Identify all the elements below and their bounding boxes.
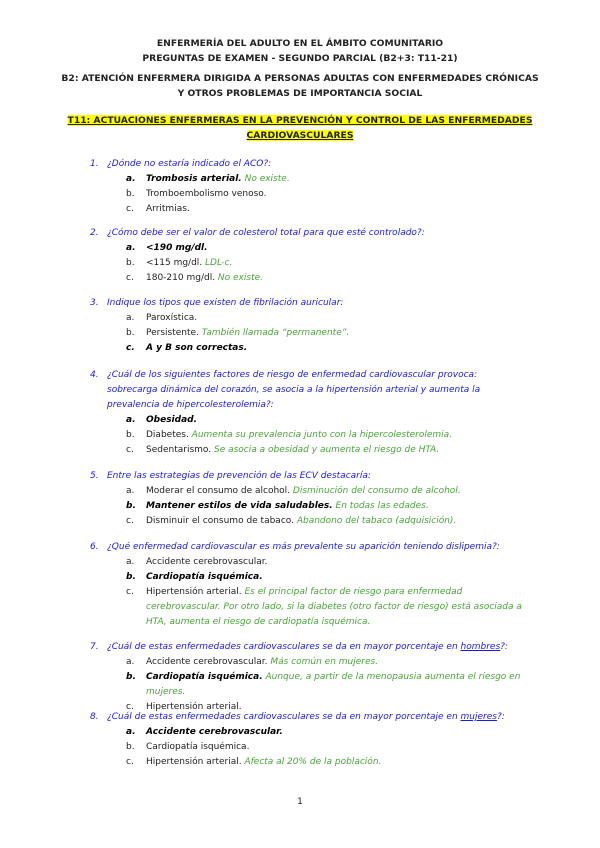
- question-7: [90, 640, 530, 715]
- option-letter: a.: [126, 174, 136, 184]
- topic-title: [60, 113, 540, 143]
- question-text-emphasis: mujeres: [460, 712, 497, 722]
- option-note: No existe.: [215, 273, 264, 283]
- option-letter: b.: [126, 258, 135, 268]
- option-letter: b.: [126, 501, 136, 511]
- option-text: Diabetes.: [146, 430, 189, 440]
- option-letter: b.: [126, 430, 135, 440]
- option-c: [126, 202, 530, 217]
- option-letter: c.: [126, 702, 134, 712]
- option-letter: c.: [126, 587, 134, 597]
- option-text: Hipertensión arterial.: [146, 757, 242, 767]
- question-text-part: ¿Cuál de estas enfermedades cardiovasculares se da en mayor porcentaje en: [107, 712, 461, 722]
- option-note: Afecta al 20% de la población.: [241, 757, 382, 767]
- option-text: Paroxística.: [146, 313, 198, 323]
- option-note: En todas las edades.: [332, 501, 429, 511]
- option-b: [126, 326, 530, 341]
- option-letter: c.: [126, 204, 134, 214]
- page-number: 1: [297, 797, 303, 807]
- option-b: [126, 670, 530, 700]
- option-letter: c.: [126, 343, 135, 353]
- option-text: Moderar el consumo de alcohol.: [146, 486, 291, 496]
- option-note: También llamada “permanente”.: [198, 328, 350, 338]
- option-letter: a.: [126, 657, 135, 667]
- option-text: Accidente cerebrovascular.: [146, 727, 283, 737]
- option-a: [126, 655, 530, 670]
- question-text: Entre las estrategias de prevención de las ECV destacaría:: [107, 471, 371, 481]
- option-note: Se asocia a obesidad y aumenta el riesgo de HTA.: [211, 445, 440, 455]
- question-text: ¿Qué enfermedad cardiovascular es más prevalente su aparición teniendo dislipemia?:: [107, 542, 500, 552]
- option-letter: c.: [126, 445, 134, 455]
- option-a: [126, 241, 530, 256]
- question-8: [90, 710, 530, 770]
- option-letter: a.: [126, 557, 135, 567]
- option-text: Disminuir el consumo de tabaco.: [146, 516, 294, 526]
- option-letter: c.: [126, 516, 134, 526]
- question-text: ¿Cuál de los siguientes factores de riesgo de enfermedad cardiovascular provoca: sobrecarga dinámica del corazón, se asocia a la hipertensión arterial y aumenta la prevalencia de hipercolesterolemia?:: [107, 370, 481, 410]
- option-text: Cardiopatía isquémica.: [146, 572, 263, 582]
- option-a: [126, 555, 530, 570]
- option-text: Accidente cerebrovascular.: [146, 557, 268, 567]
- option-letter: a.: [126, 415, 136, 425]
- topic-title-text: T11: ACTUACIONES ENFERMERAS EN LA PREVENCIÓN Y CONTROL DE LAS ENFERMEDADES CARDIOVASCULARES: [67, 115, 533, 141]
- question-number: 2.: [90, 228, 99, 238]
- question-text: ¿Dónde no estaría indicado el ACO?:: [107, 159, 272, 169]
- option-text: Mantener estilos de vida saludables.: [146, 501, 333, 511]
- question-text-part: ?:: [496, 712, 505, 722]
- question-2: [90, 226, 530, 286]
- option-b: [126, 428, 530, 443]
- option-letter: b.: [126, 672, 136, 682]
- block-title: B2: ATENCIÓN ENFERMERA DIRIGIDA A PERSONAS ADULTAS CON ENFERMEDADES CRÓNICAS Y OTROS PROBLEMAS DE IMPORTANCIA SOCIAL: [61, 73, 539, 99]
- question-6: [90, 540, 530, 630]
- option-c: [126, 271, 530, 286]
- question-4: [90, 368, 530, 458]
- option-b: [126, 570, 530, 585]
- question-1: [90, 157, 530, 217]
- option-letter: c.: [126, 273, 134, 283]
- option-text: <115 mg/dl.: [146, 258, 203, 268]
- option-text: Obesidad.: [146, 415, 198, 425]
- question-number: 6.: [90, 542, 99, 552]
- option-letter: b.: [126, 328, 135, 338]
- question-5: [90, 469, 530, 529]
- option-letter: a.: [126, 243, 136, 253]
- option-letter: b.: [126, 189, 135, 199]
- option-text: <190 mg/dl.: [146, 243, 208, 253]
- option-text: Hipertensión arterial.: [146, 587, 242, 597]
- question-text: ¿Cómo debe ser el valor de colesterol total para que esté controlado?:: [107, 228, 425, 238]
- option-c: [126, 755, 530, 770]
- option-note: Más común en mujeres.: [267, 657, 379, 667]
- question-text: [107, 710, 505, 725]
- question-text: [107, 640, 508, 655]
- option-note: Disminución del consumo de alcohol.: [290, 486, 461, 496]
- option-c: [126, 443, 530, 458]
- question-number: 5.: [90, 471, 99, 481]
- option-letter: a.: [126, 727, 136, 737]
- option-note: Abandono del tabaco (adquisición).: [293, 516, 457, 526]
- option-text: Hipertensión arterial.: [146, 702, 242, 712]
- option-a: [126, 172, 530, 187]
- question-text-part: ?:: [500, 642, 508, 652]
- option-note: Aumenta su prevalencia junto con la hipercolesterolemia.: [188, 430, 453, 440]
- option-letter: b.: [126, 572, 136, 582]
- option-text: Arritmias.: [146, 204, 190, 214]
- option-a: [126, 311, 530, 326]
- option-text: Sedentarismo.: [146, 445, 212, 455]
- option-b: [126, 256, 530, 271]
- option-c: [126, 514, 530, 529]
- option-b: [126, 740, 530, 755]
- option-a: [126, 413, 530, 428]
- option-text: Persistente.: [146, 328, 199, 338]
- option-c: [126, 341, 530, 356]
- question-text-part: ¿Cuál de estas enfermedades cardiovasculares se da en mayor porcentaje en: [107, 642, 461, 652]
- option-text: Cardiopatía isquémica.: [146, 742, 250, 752]
- option-letter: a.: [126, 313, 135, 323]
- option-b: [126, 187, 530, 202]
- option-text: Cardiopatía isquémica.: [146, 672, 263, 682]
- option-a: [126, 484, 530, 499]
- question-number: 3.: [90, 298, 99, 308]
- option-letter: a.: [126, 486, 135, 496]
- document-header: [0, 36, 600, 66]
- option-text: Trombosis arterial.: [146, 174, 242, 184]
- exam-subtitle: PREGUNTAS DE EXAMEN - SEGUNDO PARCIAL (B2+3: T11-21): [142, 53, 458, 64]
- option-c: [126, 585, 530, 630]
- question-text: Indique los tipos que existen de fibrilación auricular:: [107, 298, 344, 308]
- question-number: 7.: [90, 642, 99, 652]
- option-text: 180-210 mg/dl.: [146, 273, 216, 283]
- question-number: 1.: [90, 159, 99, 169]
- option-letter: b.: [126, 742, 135, 752]
- option-note: LDL-c.: [202, 258, 233, 268]
- option-note: No existe.: [241, 174, 290, 184]
- question-3: [90, 296, 530, 356]
- option-a: [126, 725, 530, 740]
- question-text-emphasis: hombres: [460, 642, 501, 652]
- option-text: Tromboembolismo venoso.: [146, 189, 267, 199]
- question-number: 8.: [90, 712, 99, 722]
- option-letter: c.: [126, 757, 134, 767]
- option-note: Aunque, a partir de la menopausia aumenta el riesgo en mujeres.: [146, 672, 521, 697]
- course-title: ENFERMERÍA DEL ADULTO EN EL ÁMBITO COMUNITARIO: [156, 38, 444, 49]
- option-text: A y B son correctas.: [146, 343, 248, 353]
- option-b: [126, 499, 530, 514]
- option-note: Es el principal factor de riesgo para enfermedad cerebrovascular. Por otro lado, si la diabetes (otro factor de riesgo) está asociada a HTA, aumenta el riesgo de cardiopatía isquémica.: [146, 587, 522, 627]
- question-number: 4.: [90, 370, 99, 380]
- option-text: Accidente cerebrovascular.: [146, 657, 268, 667]
